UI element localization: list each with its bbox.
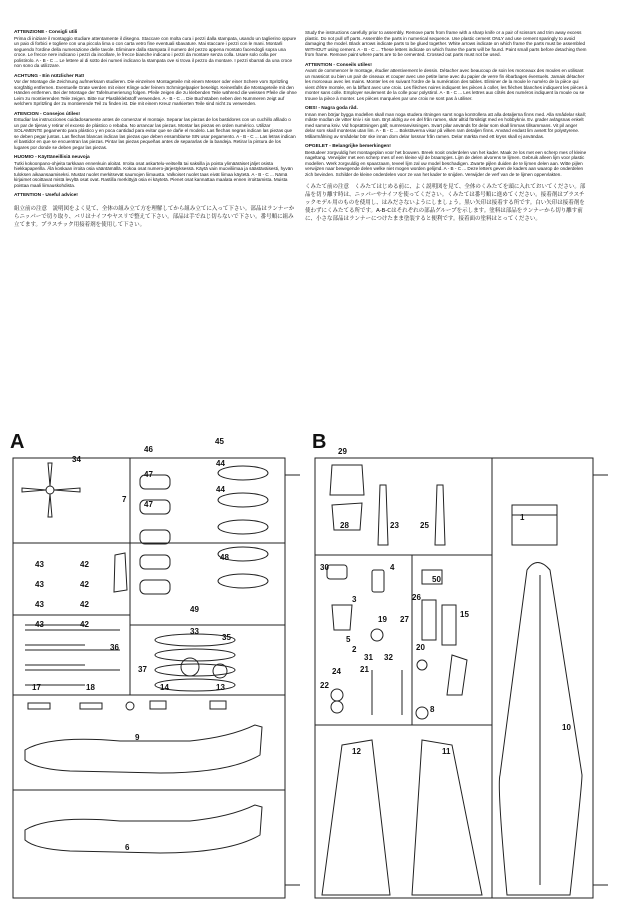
japanese-text-left: 組立前の注意 説明図をよく見て、全体の組み立て方を理解してから組み立てに入って下さい。部品はランナーからニッパーで切り取り、バリはナイフやヤスリで整えて下さい。部品は手でねじ切らないで下さい。番号順に組み立てます。プラスチック用接着剤を使用して下さい。 (14, 205, 295, 228)
part-number: 46 (144, 445, 153, 454)
part-number: 12 (352, 747, 361, 756)
part-number: 43 (35, 580, 44, 589)
part-number: 19 (378, 615, 387, 624)
section-body: Prima di iniziare il montaggio studiare attentamente il disegno. Staccare con molta cura i pezzi dalla stampata, usando un taglierino oppure un paio di forbici e togliere con una piccola lima o con carta vetro fine eventuali sbavature. Mai staccare i pezzi con le mani. Montarli seguendo l'ordine della numerazione delle tavole. Eliminare dalla stampata il numero del pezzo appena montato facendogli sopra una croce. Le frecce nere indicano i pezzi da incollare, le frecce bianche indicano i pezzi da montare senza colla. Usare solo colla per polistirolo. A - B - C ... Le lettere al di sotto dei numeri indicano la stampata ove si trova il pezzo da montare. I pezzi sbarrati da una croce non sono da utilizzare. (14, 35, 297, 69)
part-number: 11 (442, 747, 451, 756)
part-number: 43 (35, 560, 44, 569)
part-number: 34 (72, 455, 81, 464)
part-number: 22 (320, 681, 329, 690)
sheet-label-a: A (10, 431, 25, 453)
part-number: 33 (190, 627, 199, 636)
section-body: Bestudeer zorgvuldig het montageplan voor het bouwen. Breek nooit onderdelen van het kader. Maak ze los met een scherp mes of kleine nageltang. Verwijder met een scherp mes of een kleine vijl de braampjes. Lijm de delen alvorens te lijmen. Gebruik alleen lijm voor plastic modellen. Werk zorgvuldig en spaarzaam, teveel lijm zal uw model beschadigen. Zwarte pijlen duiden de te lijmen delen aan. Witte pijlen verwijzen naar bewegende delen welke niet mogen worden gelijmd. A - B - C ... Deze letters geven de kaders aan waarop de onderdelen zich bevinden. Schilder de kleine onderdelen voor ze van het kader te snijden. Verwijder de verf van de te lijmen oppervlakten. (305, 149, 587, 177)
japanese-text-right: くみたて前の注意 くみたてはじめる前に、よく説明図を見て、全体のくみたてを頭に入れておいてください。部品を切り離す時は、ニッパーやナイフを使ってください。くみたては番号順に進めてください。接着剤はプラスチックモデル用のものを使用し、はみださないようにしましょう。黒い矢印は接着する所です。白い矢印は接着剤を使わずにくみたてる所です。A-B-Cはそれぞれの部品グループを示します。塗料は部品をランナーから切り離す前に、小さな部品はランナーにつけたまま塗装すると便利です。接着面の塗料はとってください。 (305, 184, 586, 223)
part-number: 2 (352, 645, 357, 654)
part-number: 42 (80, 580, 89, 589)
section-title: ATENCION (14, 111, 39, 117)
part-number: 24 (332, 667, 341, 676)
part-number: 43 (35, 600, 44, 609)
part-number: 23 (390, 521, 399, 530)
section-en-heading: ATTENTION - Useful advice! (14, 193, 78, 199)
part-number: 50 (432, 575, 441, 584)
part-number: 21 (360, 665, 369, 674)
part-number: 14 (160, 683, 169, 692)
part-number: 7 (122, 495, 127, 504)
part-number: 42 (80, 600, 89, 609)
part-number: 1 (520, 513, 525, 522)
part-number: 20 (416, 643, 425, 652)
part-number: 27 (400, 615, 409, 624)
part-labels-a (10, 437, 308, 905)
part-number: 42 (80, 620, 89, 629)
part-number: 18 (86, 683, 95, 692)
part-number: 49 (190, 605, 199, 614)
section-it: ATTENZIONE - Consigli utili Prima di iniziare il montaggio studiare attentamente il disegno. Staccare con molta cura i pezzi dalla stampata, usando un taglierino oppure un paio di forbici e togliere con una piccola lima o con carta vetro fine eventuali sbavature. Mai staccare i pezzi con le mani. Montarli seguendo l'ordine della numerazione delle tavole. Eliminare dalla stampata il numero del pezzo appena montato facendogli sopra una croce. Le frecce nere indicano i pezzi da incollare, le frecce bianche indicano i pezzi da montare senza colla. Usare solo colla per polistirolo. A - B - C ... Le lettere al di sotto dei numeri indicano la stampata ove si trova il pezzo da montare. I pezzi sbarrati da una croce non sono da utilizzare. (14, 30, 297, 69)
part-number: 26 (412, 593, 421, 602)
instructions-left-column (14, 30, 297, 229)
section-title: ATTENZIONE (14, 30, 45, 35)
part-number: 15 (460, 610, 469, 619)
section-title: ACHTUNG (14, 73, 38, 79)
section-subtitle: Nagra goda råd. (321, 106, 358, 112)
section-title: ATTENTION (305, 62, 333, 68)
part-number: 44 (216, 485, 225, 494)
section-fi: HUOMIO - Käyttäneillisiä neuvoja Tutki kokoonpano-ohjeita tarkkaan ennenkuin aloitat. Irroita osat askartelu-veitsellä tai saksilla ja poista ylimääräiset jäljet osista hiekkapaperilla. Älä koskaan irroita osia vääntämällä. Kokoa osat numero-järjestyksessä. Käytä vain muoviliimaa ja säästäväisesti, hyvän tuloksen aikaansaamiseksi. Mustat nuolet merkitsevät saumojen liimausta. Valkoiset nuolet taas eivät liimaa käytetä. A - B - C ... Nämä kirjaimet osoittavat mistä levyltä osat ovat. Rastilla merkittyjä osia ei käytetä. Pienet osat kannattaa maalata ennen irroittamista. Muista poistaa maali liimauskohdista. (14, 155, 297, 188)
section-body: Tutki kokoonpano-ohjeita tarkkaan ennenkuin aloitat. Irroita osat askartelu-veitsellä tai saksilla ja poista ylimääräiset jäljet osista hiekkapaperilla. Älä koskaan irroita osia vääntämällä. Kokoa osat numero-järjestyksessä. Käytä vain muoviliimaa ja säästäväisesti, hyvän tuloksen aikaansaamiseksi. Mustat nuolet merkitsevät saumojen liimausta. Valkoiset nuolet taas eivät liimaa käytetä. A - B - C ... Nämä kirjaimet osoittavat mistä levyltä osat ovat. Rastilla merkittyjä osia ei käytetä. Pienet osat kannattaa maalata ennen irroittamista. Muista poistaa maali liimauskohdista. (14, 160, 293, 188)
section-de: ACHTUNG - Ein nützlicher Rat! Vor der Montage die Zeichnung aufmerksam studieren. Die einzelnen Montageteile mit einem Messer oder einer Schere vom Spritzling sorgfältig entfernen. Eventuelle Grate werden mit einer Klinge oder feinem Schmirgelpapier beseitigt. Keinesfalls die Montageteile mit den Händen entfernen. Bei der Montage der Tafelnumerierung folgen. Pfeile zeigen die zu klebenden Teile während die weissen Pfeile die ohne Leim zu montierenden Teile zeigen. Bitte nur Plastikklebstoff verwenden. A - B - C ... Die Buchstaben neben den Nummeren zeigt auf welchem Spritzling der zu montierende Teil zu finden ist. Die mit einem Kreuz markierten Teile sind nicht zu verwenden. (14, 73, 297, 107)
part-number: 25 (420, 521, 429, 530)
part-number: 13 (216, 683, 225, 692)
part-number: 42 (80, 560, 89, 569)
part-number: 4 (390, 563, 395, 572)
part-number: 31 (364, 653, 373, 662)
part-number: 36 (110, 643, 119, 652)
section-nl: OPGELET - Belangrijke bemerkingen! Bestudeer zorgvuldig het montageplan voor het bouwen. Breek nooit onderdelen van het kader. Maak ze los met een scherp mes of kleine nageltang. Verwijder met een scherp mes of een kleine vijl de braampjes. Lijm de delen alvorens te lijmen. Gebruik alleen lijm voor plastic modellen. Werk zorgvuldig en spaarzaam, teveel lijm zal uw model beschadigen. Zwarte pijlen duiden de te lijmen delen aan. Witte pijlen verwijzen naar bewegende delen welke niet mogen worden gelijmd. A - B - C ... Deze letters geven de kaders aan waarop de onderdelen zich bevinden. Schilder de kleine onderdelen voor ze van het kader te snijden. Verwijder de verf van de te lijmen oppervlakten. (305, 144, 587, 177)
part-labels-b (312, 447, 616, 905)
section-body: Innan men börjar bygga modellen skall man noga studera ritningen samt noga kontrollera att alla detaljerna finns med. Alla smådelar skall; måste modlan de vitter kniv i sin ram. Bryt aldrig av en del från ramen, skär alltid försiktigt med en hobbykniv. Ev. grader avlägsnas enkelt med samma kniv. Vid hopsättningen gäll; numreranvisningen. Svart pilar används för delar som skall limmas tillsammans. Vit pil anger delar som skall monteras utan lim. A - B - C ... Bokstäverna visar på vilken ram detaljen finns. Använd endast lim avsett för polystyrene. Målarmålning av smådelar bör ske innan dom delar lossnar från ramen. Delar märkta med ett kryss skall ej användas. (305, 111, 586, 139)
section-title: HUOMIO (14, 155, 34, 161)
part-number: 8 (430, 705, 435, 714)
part-number: 28 (340, 521, 349, 530)
section-subtitle: Belangrijke bemerkingen! (332, 144, 391, 150)
part-number: 3 (352, 595, 357, 604)
part-number: 9 (135, 733, 140, 742)
part-number: 6 (125, 843, 130, 852)
part-number: 43 (35, 620, 44, 629)
instructions-right-column (305, 30, 588, 223)
section-sv: OBS! - Nagra goda råd. Innan men börjar bygga modellen skall man noga studera ritningen samt noga kontrollera att alla detaljerna finns med. Alla smådelar skall; måste modlan de vitter kniv i sin ram. Bryt aldrig av en del från ramen, skär alltid försiktigt med en hobbykniv. Ev. grader avlägsnas enkelt med samma kniv. Vid hopsättningen gäll; numreranvisningen. Svart pilar används för delar som skall limmas tillsammans. Vit pil anger delar som skall monteras utan lim. A - B - C ... Bokstäverna visar på vilken ram detaljen finns. Använd endast lim avsett för polystyrene. Målarmålning av smådelar bör ske innan dom delar lossnar från ramen. Delar märkta med ett kryss skall ej användas. (305, 106, 588, 139)
section-subtitle: Consigli utili (48, 30, 78, 35)
part-number: 47 (144, 500, 153, 509)
part-number: 29 (338, 447, 347, 456)
section-subtitle: Consejos útiles! (42, 111, 81, 117)
section-body: Vor der Montage die Zeichnung aufmerksam studieren. Die einzelnen Montageteile mit einem Messer oder einer Schere vom Spritzling sorgfältig entfernen. Eventuelle Grate werden mit einer Klinge oder feinem Schmirgelpapier beseitigt. Keinesfalls die Montageteile mit den Händen entfernen. Bei der Montage der Tafelnumerierung folgen. Pfeile zeigen die zu klebenden Teile während die weissen Pfeile die ohne Leim zu montierenden Teile zeigen. Bitte nur Plastikklebstoff verwenden. A - B - C ... Die Buchstaben neben den Nummeren zeigt auf welchem Spritzling der zu montierende Teil zu finden ist. Die mit einem Kreuz markierten Teile sind nicht zu verwenden. (14, 79, 297, 107)
part-number: 10 (562, 723, 571, 732)
section-title: OPGELET (305, 144, 328, 150)
section-body: Estudiar las instrucciones cuidadosamente antes de comenzar el montaje. Separar las piezas de los bastidores con un cuchillo afilado o un par de tijeras y retirar el exceso de plástico o rebaba. No arrancar las piezas. Montar las piezas en orden numérico. Utilizar SOLAMENTE pegamento para plástico y en poca cantidad para evitar que se dañe el modelo. Las flechas negras indican las piezas que se deben pegar juntas. Las flechas blancas indican las piezas que deben ensamblarse SIN usar pegamento. A - B - C ... Las letras indican el bastidor en que se encuentran las piezas. Pintar las piezas pequeñas antes de separarlas de la bandeja. Retirar la pintura de los lugares por donde se deben pegar las piezas. (14, 117, 296, 150)
part-number: 37 (138, 665, 147, 674)
part-number: 32 (384, 653, 393, 662)
section-body: Avant de commencer le montage, étudier attentivement le dessin. Détacher avec beaucoup de soin les morceaux des moules en utilisant un massicot ou bien un pair de ciseaux et couper avec une petite lame avec du papier de verre fin ébarbages éventuels. Jamais détacher les morceaux avec les mains. Monter les en suivant l'ordre de la numération des tables. Eliminer de la moule le numéro de la pièce qui vient d'être montée, en la biffant avec une croix. Les flèches noires indiquent les pièces à coller, les flèches blanches indiquent les pièces à monter sans colle. Employer seulement de la colle pour polystirol. A - B - C ... Les lettres aux côtés des numéros indiquent la moule ou se trouve la pièce à monter. Les pièces marquées par une croix ne sont pas à utiliser. (305, 68, 588, 101)
part-number: 47 (144, 470, 153, 479)
section-body: Study the instructions carefully prior to assembly. Remove parts from frame with a sharp knife or a pair of scissors and trim away excess plastic. Do not pull off parts. Assemble the parts in numerical sequence. Use plastic cement ONLY and use cement sparingly to avoid damaging the model. Black arrows indicate parts to be glued together. White arrows indicate on which frame the parts must be assembled WITHOUT using cement. A - B - C ... These letters indicate on which frame the parts will be found. Paint small parts before detaching them from frame. Remove paint where parts are to be cemented. Crossed out parts must not be used. (305, 30, 587, 57)
sheet-label-b: B (312, 431, 327, 453)
part-number: 17 (32, 683, 41, 692)
part-number: 5 (346, 635, 351, 644)
section-title: ATTENTION (14, 193, 42, 199)
part-number: 35 (222, 633, 231, 642)
section-title: OBS! (305, 106, 317, 112)
section-subtitle: Useful advice! (45, 193, 78, 199)
part-number: 44 (216, 459, 225, 468)
part-number: 48 (220, 553, 229, 562)
section-subtitle: Conseils utiles! (336, 62, 372, 68)
part-number: 30 (320, 563, 329, 572)
section-subtitle: Ein nützlicher Rat! (42, 73, 85, 79)
section-subtitle: Käyttäneillisiä neuvoja (38, 155, 90, 161)
section-es: ATENCION - Consejos útiles! Estudiar las instrucciones cuidadosamente antes de comenzar el montaje. Separar las piezas de los bastidores con un cuchillo afilado o un par de tijeras y retirar el exceso de plástico o rebaba. No arrancar las piezas. Montar las piezas en orden numérico. Utilizar SOLAMENTE pegamento para plástico y en poca cantidad para evitar que se dañe el modelo. Las flechas negras indican las piezas que se deben pegar juntas. Las flechas blancas indican las piezas que deben ensamblarse SIN usar pegamento. A - B - C ... Las letras indican el bastidor en que se encuentran las piezas. Pintar las piezas pequeñas antes de separarlas de la bandeja. Retirar la pintura de los lugares por donde se deben pegar las piezas. (14, 111, 296, 150)
section-en (305, 30, 588, 58)
section-fr: ATTENTION - Conseils utiles! Avant de commencer le montage, étudier attentivement le dessin. Détacher avec beaucoup de soin les morceaux des moules en utilisant un massicot ou bien un pair de ciseaux et couper avec une petite lame avec du papier de verre fin ébarbages éventuels. Jamais détacher les morceaux avec les mains. Monter les en suivant l'ordre de la numération des tables. Eliminer de la moule le numéro de la pièce qui vient d'être montée, en la biffant avec une croix. Les flèches noires indiquent les pièces à coller, les flèches blanches indiquent les pièces à monter sans colle. Employer seulement de la colle pour polystirol. A - B - C ... Les lettres aux côtés des numéros indiquent la moule ou se trouve la pièce à monter. Les pièces marquées par une croix ne sont pas à utiliser. (305, 62, 588, 101)
part-number: 45 (215, 437, 224, 446)
